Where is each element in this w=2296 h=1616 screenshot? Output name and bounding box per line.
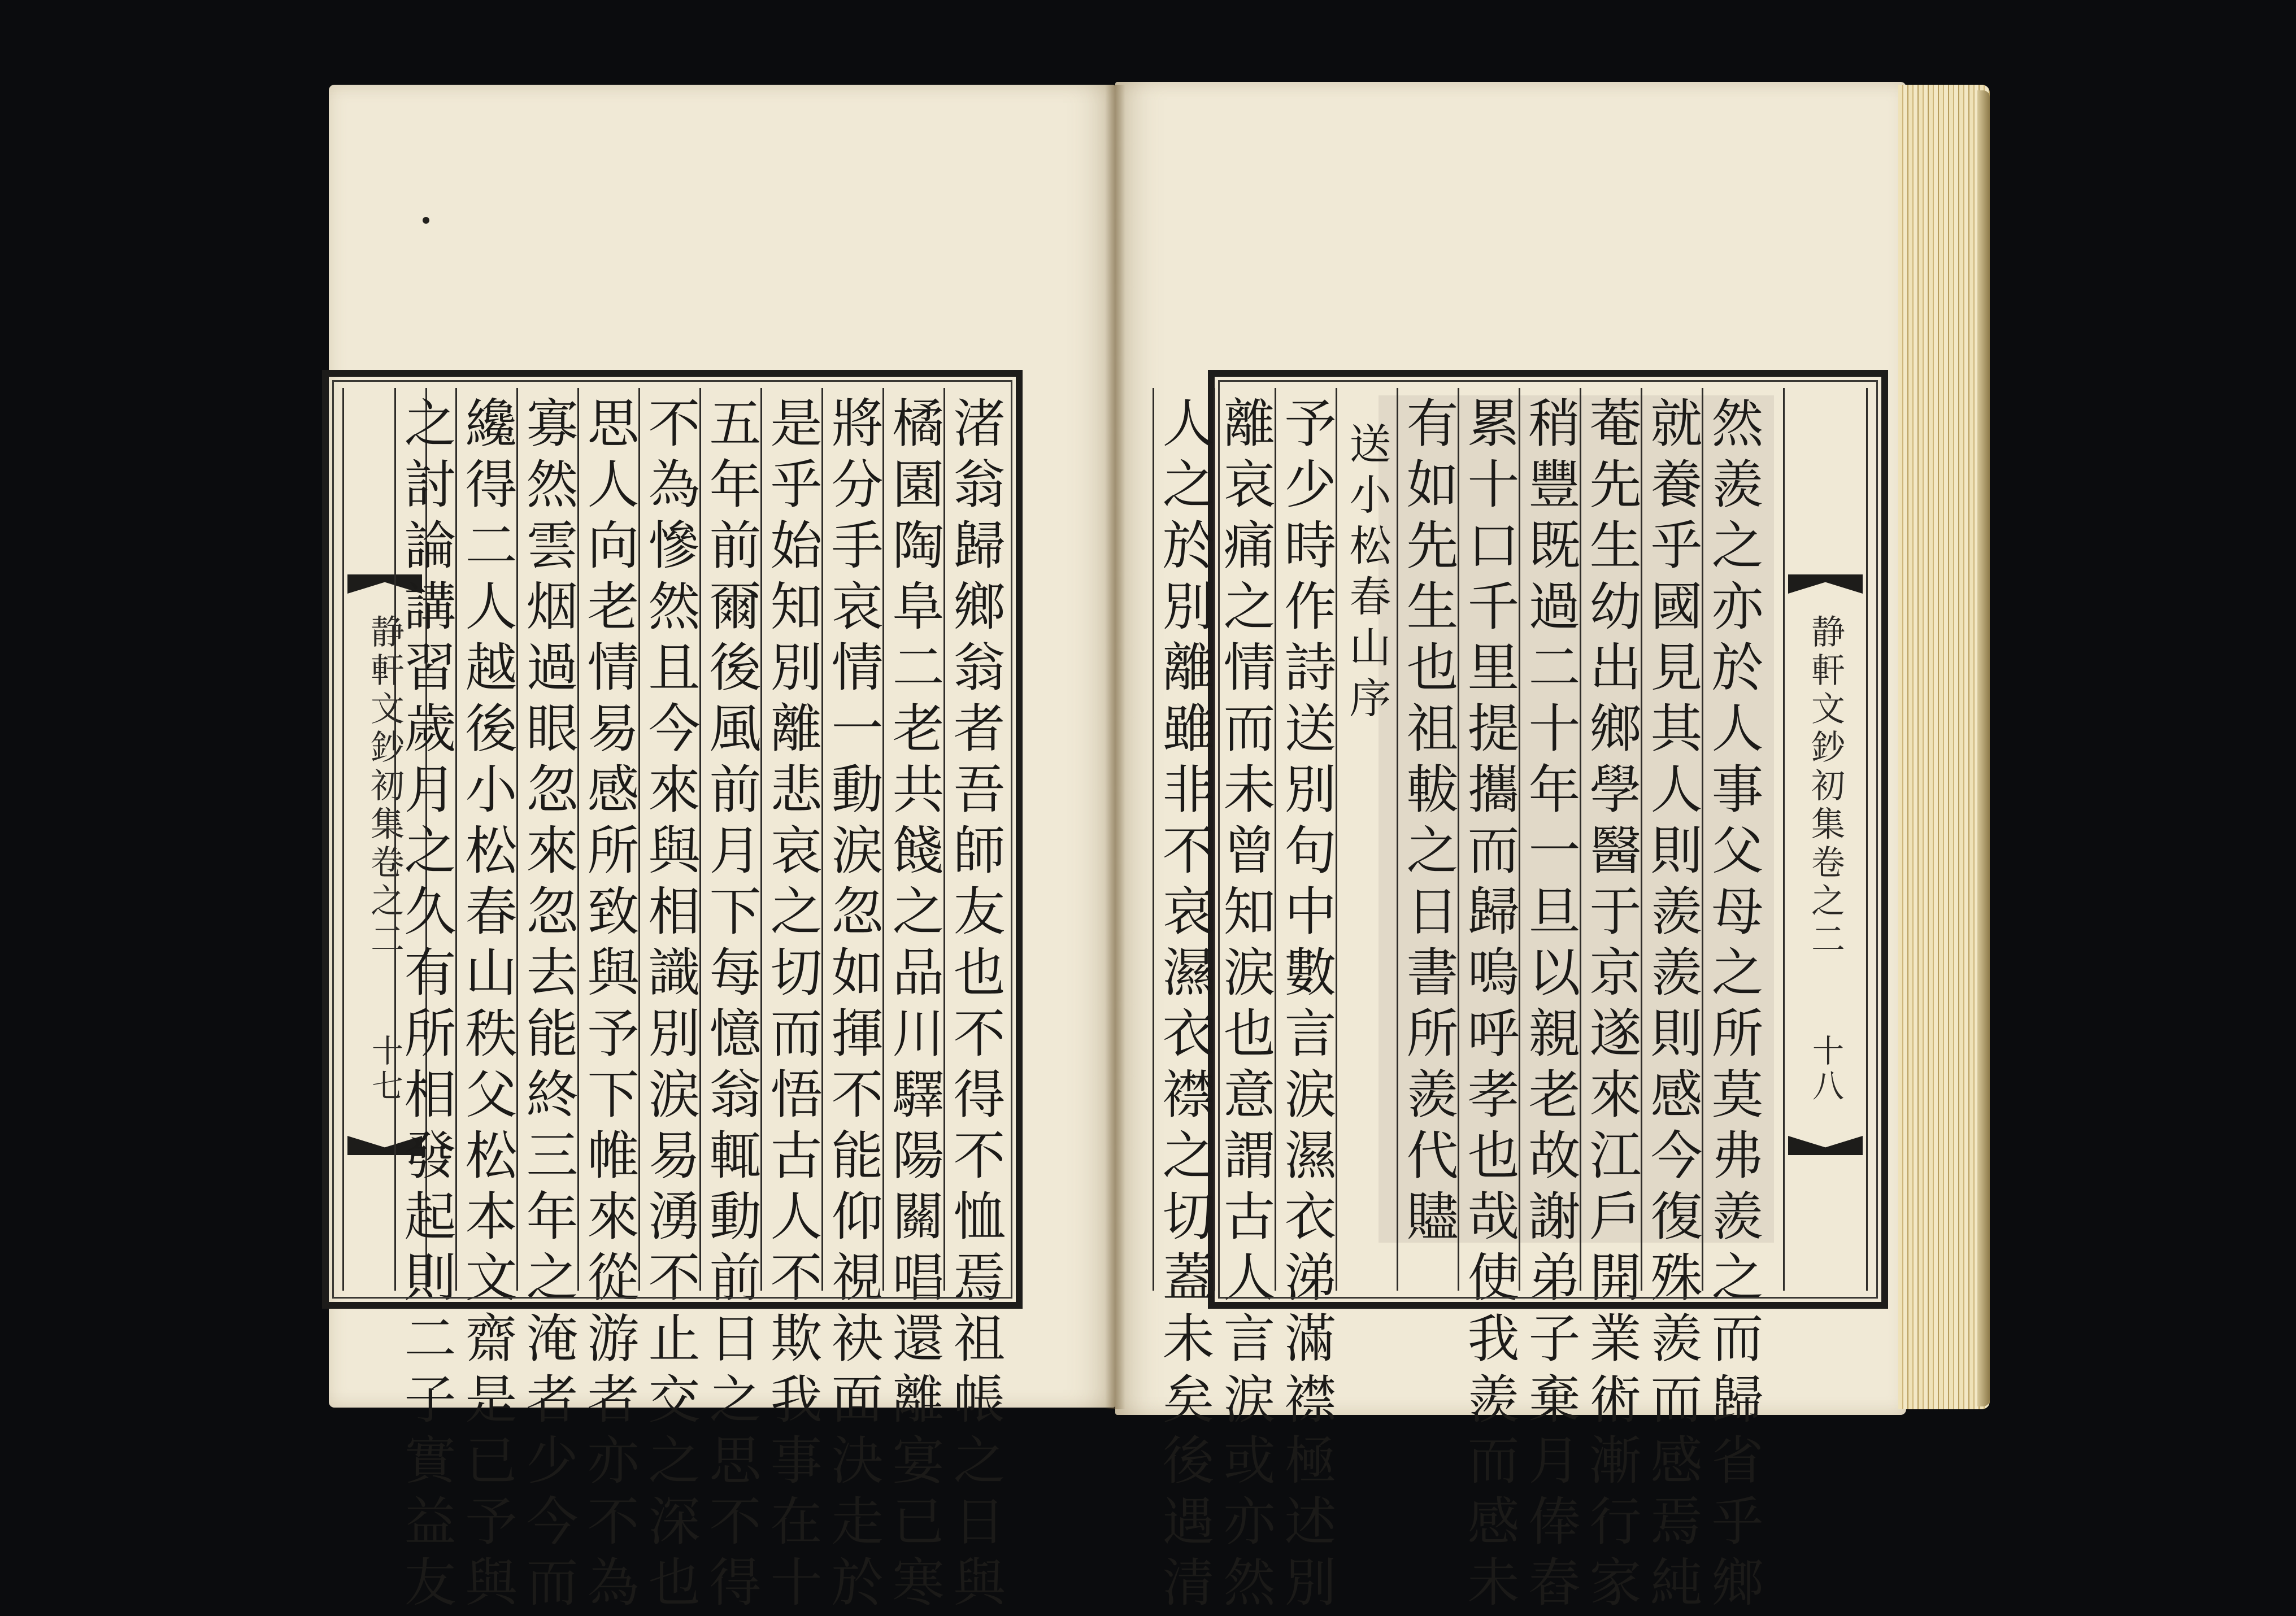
text-column: 橘園陶阜二老共餞之品川驛陽關唱還離宴已寒 [882, 388, 943, 1291]
text-column: 離哀痛之情而未曾知涙也意謂古人言涙或亦然 [1214, 388, 1275, 1291]
right-text-columns [1154, 388, 1764, 1616]
text-column: 累十口千里提攜而歸嗚呼孝也哉使我羨而感未 [1458, 388, 1519, 1291]
left-folio: 十七 [367, 1034, 403, 1104]
section-title-column: 送小松春山序 [1336, 388, 1397, 1291]
text-column: 纔得二人越後小松春山秩父松本文齋是已予與 [455, 388, 516, 1291]
left-text-frame [322, 370, 1023, 1616]
right-hanshin [1783, 388, 1868, 1291]
text-column: 是乎始知別離悲哀之切而悟古人不欺我事在十 [760, 388, 821, 1291]
fishtail-bottom-mark [347, 1136, 422, 1155]
left-hanshin-title: 静軒文鈔初集卷之二 [365, 614, 405, 960]
right-hanshin-title: 静軒文鈔初集卷之二 [1806, 614, 1845, 960]
right-text-frame [1154, 370, 1888, 1616]
text-column: 思人向老情易感所致與予下帷來從游者亦不為 [577, 388, 638, 1291]
text-column: 人之於別離雖非不哀濕衣襟之切蓋未矣後遇清 [1153, 388, 1214, 1291]
book-gutter [1105, 85, 1125, 1409]
right-folio: 十八 [1807, 1034, 1844, 1104]
left-hanshin [342, 388, 427, 1291]
text-column: 之討論講習歲月之久有所相發起則二子實益友 [394, 388, 455, 1291]
text-column: 寡然雲烟過眼忽來忽去能終三年之淹者少今而 [516, 388, 577, 1291]
page-stack-edge [1898, 85, 1990, 1409]
fishtail-top-mark [347, 574, 422, 594]
text-column: 就養乎國見其人則羨羨則感今復殊羨而感焉純 [1641, 388, 1702, 1291]
fishtail-bottom-mark [1788, 1136, 1863, 1155]
text-column: 五年前爾後風前月下每憶翁輒動前日之思不得 [699, 388, 760, 1291]
fishtail-top-mark [1788, 574, 1863, 594]
text-column: 不為慘然且今來與相識別涙易湧不止交之深也 [638, 388, 699, 1291]
left-text-columns [395, 388, 1006, 1616]
ink-spot [423, 217, 429, 224]
text-column: 予少時作詩送別句中數言涙濕衣涕滿襟極述別 [1275, 388, 1336, 1291]
text-column: 有如先生也祖軷之日書所羨代贐 [1397, 388, 1458, 1291]
text-column: 渚翁歸鄉翁者吾師友也不得不恤焉祖帳之日與 [943, 388, 1004, 1291]
text-column: 稍豐既過二十年一旦以親老故謝弟子棄月俸舂 [1519, 388, 1580, 1291]
book-fore-edge [1977, 90, 1990, 1406]
text-column: 菴先生幼出鄉學醫于京遂來江戶開業術漸行家 [1580, 388, 1641, 1291]
text-column: 然羨之亦於人事父母之所莫弗羨之而歸省乎鄉 [1702, 388, 1763, 1291]
text-column: 將分手哀情一動涙忽如揮不能仰視袂面決走於 [821, 388, 882, 1291]
